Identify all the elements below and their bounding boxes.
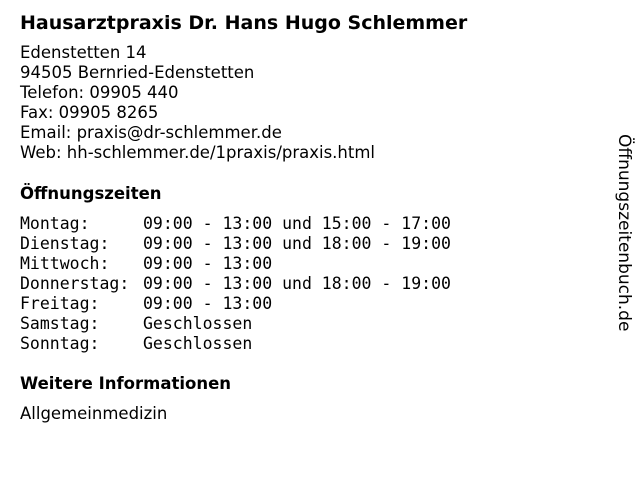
address-city: 94505 Bernried-Edenstetten bbox=[20, 63, 255, 82]
specialty-text: Allgemeinmedizin bbox=[20, 404, 168, 423]
hours-time: 09:00 - 13:00 und 18:00 - 19:00 bbox=[143, 274, 451, 293]
hours-row bbox=[20, 234, 451, 254]
opening-hours-table bbox=[20, 214, 451, 354]
hours-time: 09:00 - 13:00 und 15:00 - 17:00 bbox=[143, 214, 451, 233]
hours-row bbox=[20, 274, 451, 294]
hours-day: Freitag: bbox=[20, 294, 100, 313]
opening-hours-heading: Öffnungszeiten bbox=[20, 184, 162, 203]
hours-day: Dienstag: bbox=[20, 234, 110, 253]
fax-number: Fax: 09905 8265 bbox=[20, 103, 159, 122]
phone-number: Telefon: 09905 440 bbox=[20, 83, 179, 102]
hours-row bbox=[20, 314, 451, 334]
hours-time: Geschlossen bbox=[143, 314, 253, 333]
hours-day: Samstag: bbox=[20, 314, 100, 333]
address-block bbox=[20, 43, 375, 163]
hours-time: 09:00 - 13:00 und 18:00 - 19:00 bbox=[143, 234, 451, 253]
hours-day: Donnerstag: bbox=[20, 274, 130, 293]
further-info-heading: Weitere Informationen bbox=[20, 374, 232, 393]
address-street: Edenstetten 14 bbox=[20, 43, 147, 62]
hours-day: Mittwoch: bbox=[20, 254, 110, 273]
hours-time: Geschlossen bbox=[143, 334, 253, 353]
website-url: Web: hh-schlemmer.de/1praxis/praxis.html bbox=[20, 143, 376, 162]
page-title: Hausarztpraxis Dr. Hans Hugo Schlemmer bbox=[20, 12, 468, 34]
hours-day: Sonntag: bbox=[20, 334, 100, 353]
email-address: Email: praxis@dr-schlemmer.de bbox=[20, 123, 282, 142]
hours-time: 09:00 - 13:00 bbox=[143, 254, 273, 273]
hours-row bbox=[20, 254, 451, 274]
hours-row bbox=[20, 334, 451, 354]
hours-time: 09:00 - 13:00 bbox=[143, 294, 273, 313]
hours-row bbox=[20, 294, 451, 314]
hours-day: Montag: bbox=[20, 214, 90, 233]
site-watermark: Öffnungszeitenbuch.de bbox=[614, 134, 634, 332]
hours-row bbox=[20, 214, 451, 234]
